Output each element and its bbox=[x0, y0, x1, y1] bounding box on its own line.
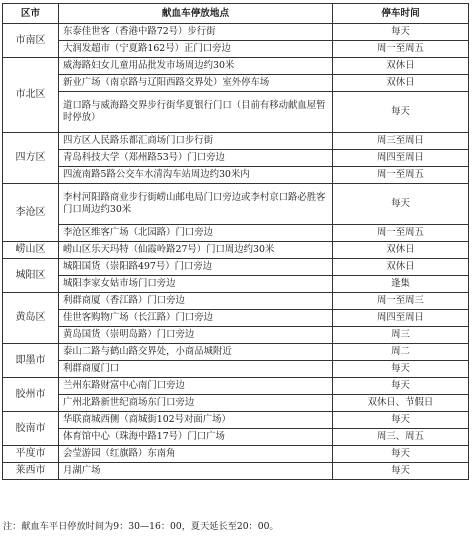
time-cell: 周一至周五 bbox=[333, 167, 469, 184]
time-cell: 周二 bbox=[333, 344, 469, 361]
district-cell: 市南区 bbox=[3, 24, 59, 58]
time-cell: 双休日 bbox=[333, 75, 469, 92]
time-cell: 周一至周五 bbox=[333, 225, 469, 242]
district-cell: 莱西市 bbox=[3, 463, 59, 480]
time-cell: 每天 bbox=[333, 92, 469, 133]
header-district: 区市 bbox=[3, 4, 59, 24]
district-cell: 崂山区 bbox=[3, 242, 59, 259]
table-row bbox=[3, 344, 469, 361]
location-cell: 李村河阳路商业步行街崂山邮电局门口旁边或李村京口路必胜客门口周边约30米 bbox=[59, 184, 333, 225]
district-cell: 黄岛区 bbox=[3, 293, 59, 344]
table-row bbox=[3, 184, 469, 225]
location-cell: 威海路妇女儿童用品批发市场周边约30米 bbox=[59, 58, 333, 75]
location-cell: 四方区人民路乐都汇商场门口步行街 bbox=[59, 133, 333, 150]
location-cell: 利群商厦（香江路）门口旁边 bbox=[59, 293, 333, 310]
table-row bbox=[3, 293, 469, 310]
table-row bbox=[3, 167, 469, 184]
location-cell: 东泰佳世客（香港中路72号）步行街 bbox=[59, 24, 333, 41]
footnote: 注：献血车平日停放时间为9：30—16：00，夏天延长至20：00。 bbox=[3, 521, 279, 532]
district-cell: 即墨市 bbox=[3, 344, 59, 378]
time-cell: 周一至周五 bbox=[333, 41, 469, 58]
district-cell: 胶南市 bbox=[3, 412, 59, 446]
location-cell: 四流南路5路公交车水清沟车站周边约30米内 bbox=[59, 167, 333, 184]
time-cell: 逢集 bbox=[333, 276, 469, 293]
header-location: 献血车停放地点 bbox=[59, 4, 333, 24]
table-row bbox=[3, 75, 469, 92]
table-row bbox=[3, 327, 469, 344]
time-cell: 每天 bbox=[333, 446, 469, 463]
table-row bbox=[3, 378, 469, 395]
time-cell: 周一至周三 bbox=[333, 293, 469, 310]
time-cell: 周四至周日 bbox=[333, 150, 469, 167]
table-row bbox=[3, 92, 469, 133]
location-cell: 道口路与威海路交界步行街华夏银行门口（目前有移动献血屋暂时停放） bbox=[59, 92, 333, 133]
table-row bbox=[3, 446, 469, 463]
district-cell: 平度市 bbox=[3, 446, 59, 463]
time-cell: 周三 bbox=[333, 327, 469, 344]
table-row bbox=[3, 150, 469, 167]
time-cell: 每天 bbox=[333, 361, 469, 378]
time-cell: 双休日 bbox=[333, 259, 469, 276]
table-row bbox=[3, 276, 469, 293]
location-cell: 新业广场（南京路与辽阳西路交界处）室外停车场 bbox=[59, 75, 333, 92]
time-cell: 周三、周五 bbox=[333, 429, 469, 446]
location-cell: 体育馆中心（珠海中路17号）门口广场 bbox=[59, 429, 333, 446]
blood-donation-vehicle-table-container bbox=[2, 3, 469, 480]
location-cell: 利群商厦门口 bbox=[59, 361, 333, 378]
location-cell: 城阳国货（崇阳路497号）门口旁边 bbox=[59, 259, 333, 276]
time-cell: 周三至周日 bbox=[333, 133, 469, 150]
time-cell: 周四至周日 bbox=[333, 310, 469, 327]
location-cell: 佳世客购物广场（长江路）门口旁边 bbox=[59, 310, 333, 327]
time-cell: 双休日 bbox=[333, 58, 469, 75]
table-row bbox=[3, 361, 469, 378]
time-cell: 双休日 bbox=[333, 242, 469, 259]
district-cell: 市北区 bbox=[3, 58, 59, 133]
location-cell: 城阳李家女姑市场门口旁边 bbox=[59, 276, 333, 293]
time-cell: 每天 bbox=[333, 24, 469, 41]
header-parking-time: 停车时间 bbox=[333, 4, 469, 24]
district-cell: 胶州市 bbox=[3, 378, 59, 412]
location-cell: 泰山二路与鹤山路交界处，小商品城附近 bbox=[59, 344, 333, 361]
location-cell: 黄岛国货（崇明岛路）门口旁边 bbox=[59, 327, 333, 344]
district-cell: 李沧区 bbox=[3, 184, 59, 242]
time-cell: 每天 bbox=[333, 184, 469, 225]
location-cell: 华联商城西侧（商城街102号对面广场） bbox=[59, 412, 333, 429]
table-header-row bbox=[3, 4, 469, 24]
table-row bbox=[3, 463, 469, 480]
table-row bbox=[3, 133, 469, 150]
location-cell: 大润发超市（宁夏路162号）正门口旁边 bbox=[59, 41, 333, 58]
district-cell: 四方区 bbox=[3, 133, 59, 184]
table-row bbox=[3, 310, 469, 327]
table-row bbox=[3, 429, 469, 446]
table-row bbox=[3, 41, 469, 58]
blood-donation-vehicle-table bbox=[2, 3, 469, 480]
location-cell: 月湖广场 bbox=[59, 463, 333, 480]
location-cell: 青岛科技大学（郑州路53号）门口旁边 bbox=[59, 150, 333, 167]
table-row bbox=[3, 242, 469, 259]
table-row bbox=[3, 225, 469, 242]
time-cell: 每天 bbox=[333, 378, 469, 395]
table-row bbox=[3, 395, 469, 412]
time-cell: 每天 bbox=[333, 412, 469, 429]
time-cell: 双休日、节假日 bbox=[333, 395, 469, 412]
table-row bbox=[3, 58, 469, 75]
table-row bbox=[3, 259, 469, 276]
table-row bbox=[3, 24, 469, 41]
location-cell: 会莹游园（红旗路）东南角 bbox=[59, 446, 333, 463]
table-row bbox=[3, 412, 469, 429]
location-cell: 李沧区维客广场（北园路）门口旁边 bbox=[59, 225, 333, 242]
time-cell: 每天 bbox=[333, 463, 469, 480]
location-cell: 广州北路新世纪商场东门口旁边 bbox=[59, 395, 333, 412]
location-cell: 兰州东路财富中心南门口旁边 bbox=[59, 378, 333, 395]
district-cell: 城阳区 bbox=[3, 259, 59, 293]
location-cell: 崂山区乐天玛特（仙霞岭路27号）门口周边约30米 bbox=[59, 242, 333, 259]
